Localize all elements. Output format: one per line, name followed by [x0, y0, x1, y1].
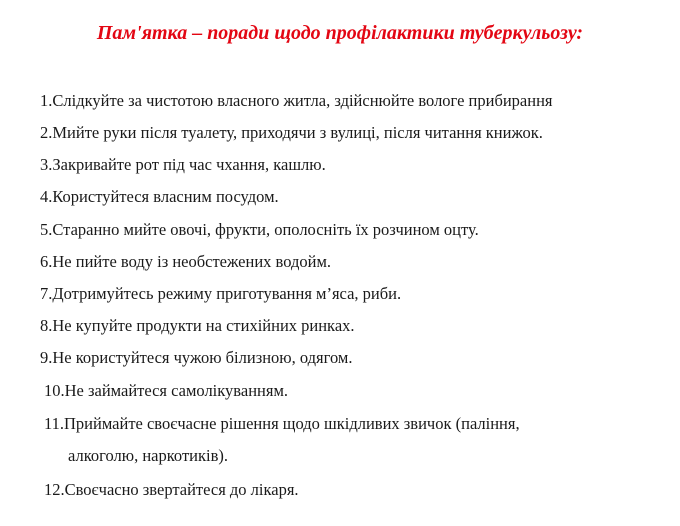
item-text: Не пийте воду із необстежених водойм. [52, 252, 332, 271]
list-item [40, 348, 353, 368]
item-text: Не займайтеся самолікуванням. [64, 381, 289, 400]
item-number: 7. [40, 284, 53, 303]
item-text: Своєчасно звертайтеся до лікаря. [64, 480, 299, 499]
list-item [40, 155, 326, 175]
item-text: Старанно мийте овочі, фрукти, ополосніть їх розчином оцту. [52, 220, 479, 239]
item-number: 6. [40, 252, 53, 271]
item-text: Не купуйте продукти на стихійних ринках. [52, 316, 355, 335]
list-item [40, 252, 331, 272]
item-number: 12. [44, 480, 65, 499]
item-text: Користуйтеся власним посудом. [52, 187, 279, 206]
item-number: 11. [44, 414, 65, 433]
item-number: 5. [40, 220, 53, 239]
item-number: 9. [40, 348, 53, 367]
item-number: 4. [40, 187, 53, 206]
list-item [44, 381, 288, 401]
list-item [40, 284, 401, 304]
item-text: Слідкуйте за чистотою власного житла, здійснюйте вологе прибирання [52, 91, 553, 110]
list-item [40, 220, 479, 240]
list-item-continuation: алкоголю, наркотиків). [68, 446, 228, 465]
item-number: 1. [40, 91, 53, 110]
list-item [40, 123, 543, 143]
list-item [40, 187, 279, 207]
item-text: Приймайте своєчасне рішення щодо шкідливих звичок (паління, [64, 414, 520, 433]
item-text: Не користуйтеся чужою білизною, одягом. [52, 348, 353, 367]
list-item [40, 316, 355, 336]
item-number: 10. [44, 381, 65, 400]
item-text: Закривайте рот під час чхання, кашлю. [52, 155, 326, 174]
item-number: 2. [40, 123, 53, 142]
item-text: Мийте руки після туалету, приходячи з вулиці, після читання книжок. [52, 123, 543, 142]
item-text: Дотримуйтесь режиму приготування м’яса, риби. [52, 284, 402, 303]
item-number: 8. [40, 316, 53, 335]
list-item [40, 91, 553, 111]
item-number: 3. [40, 155, 53, 174]
list-item [44, 414, 520, 434]
list-item [44, 480, 299, 500]
page-title: Пам'ятка – поради щодо профілактики туберкульозу: [96, 22, 584, 44]
